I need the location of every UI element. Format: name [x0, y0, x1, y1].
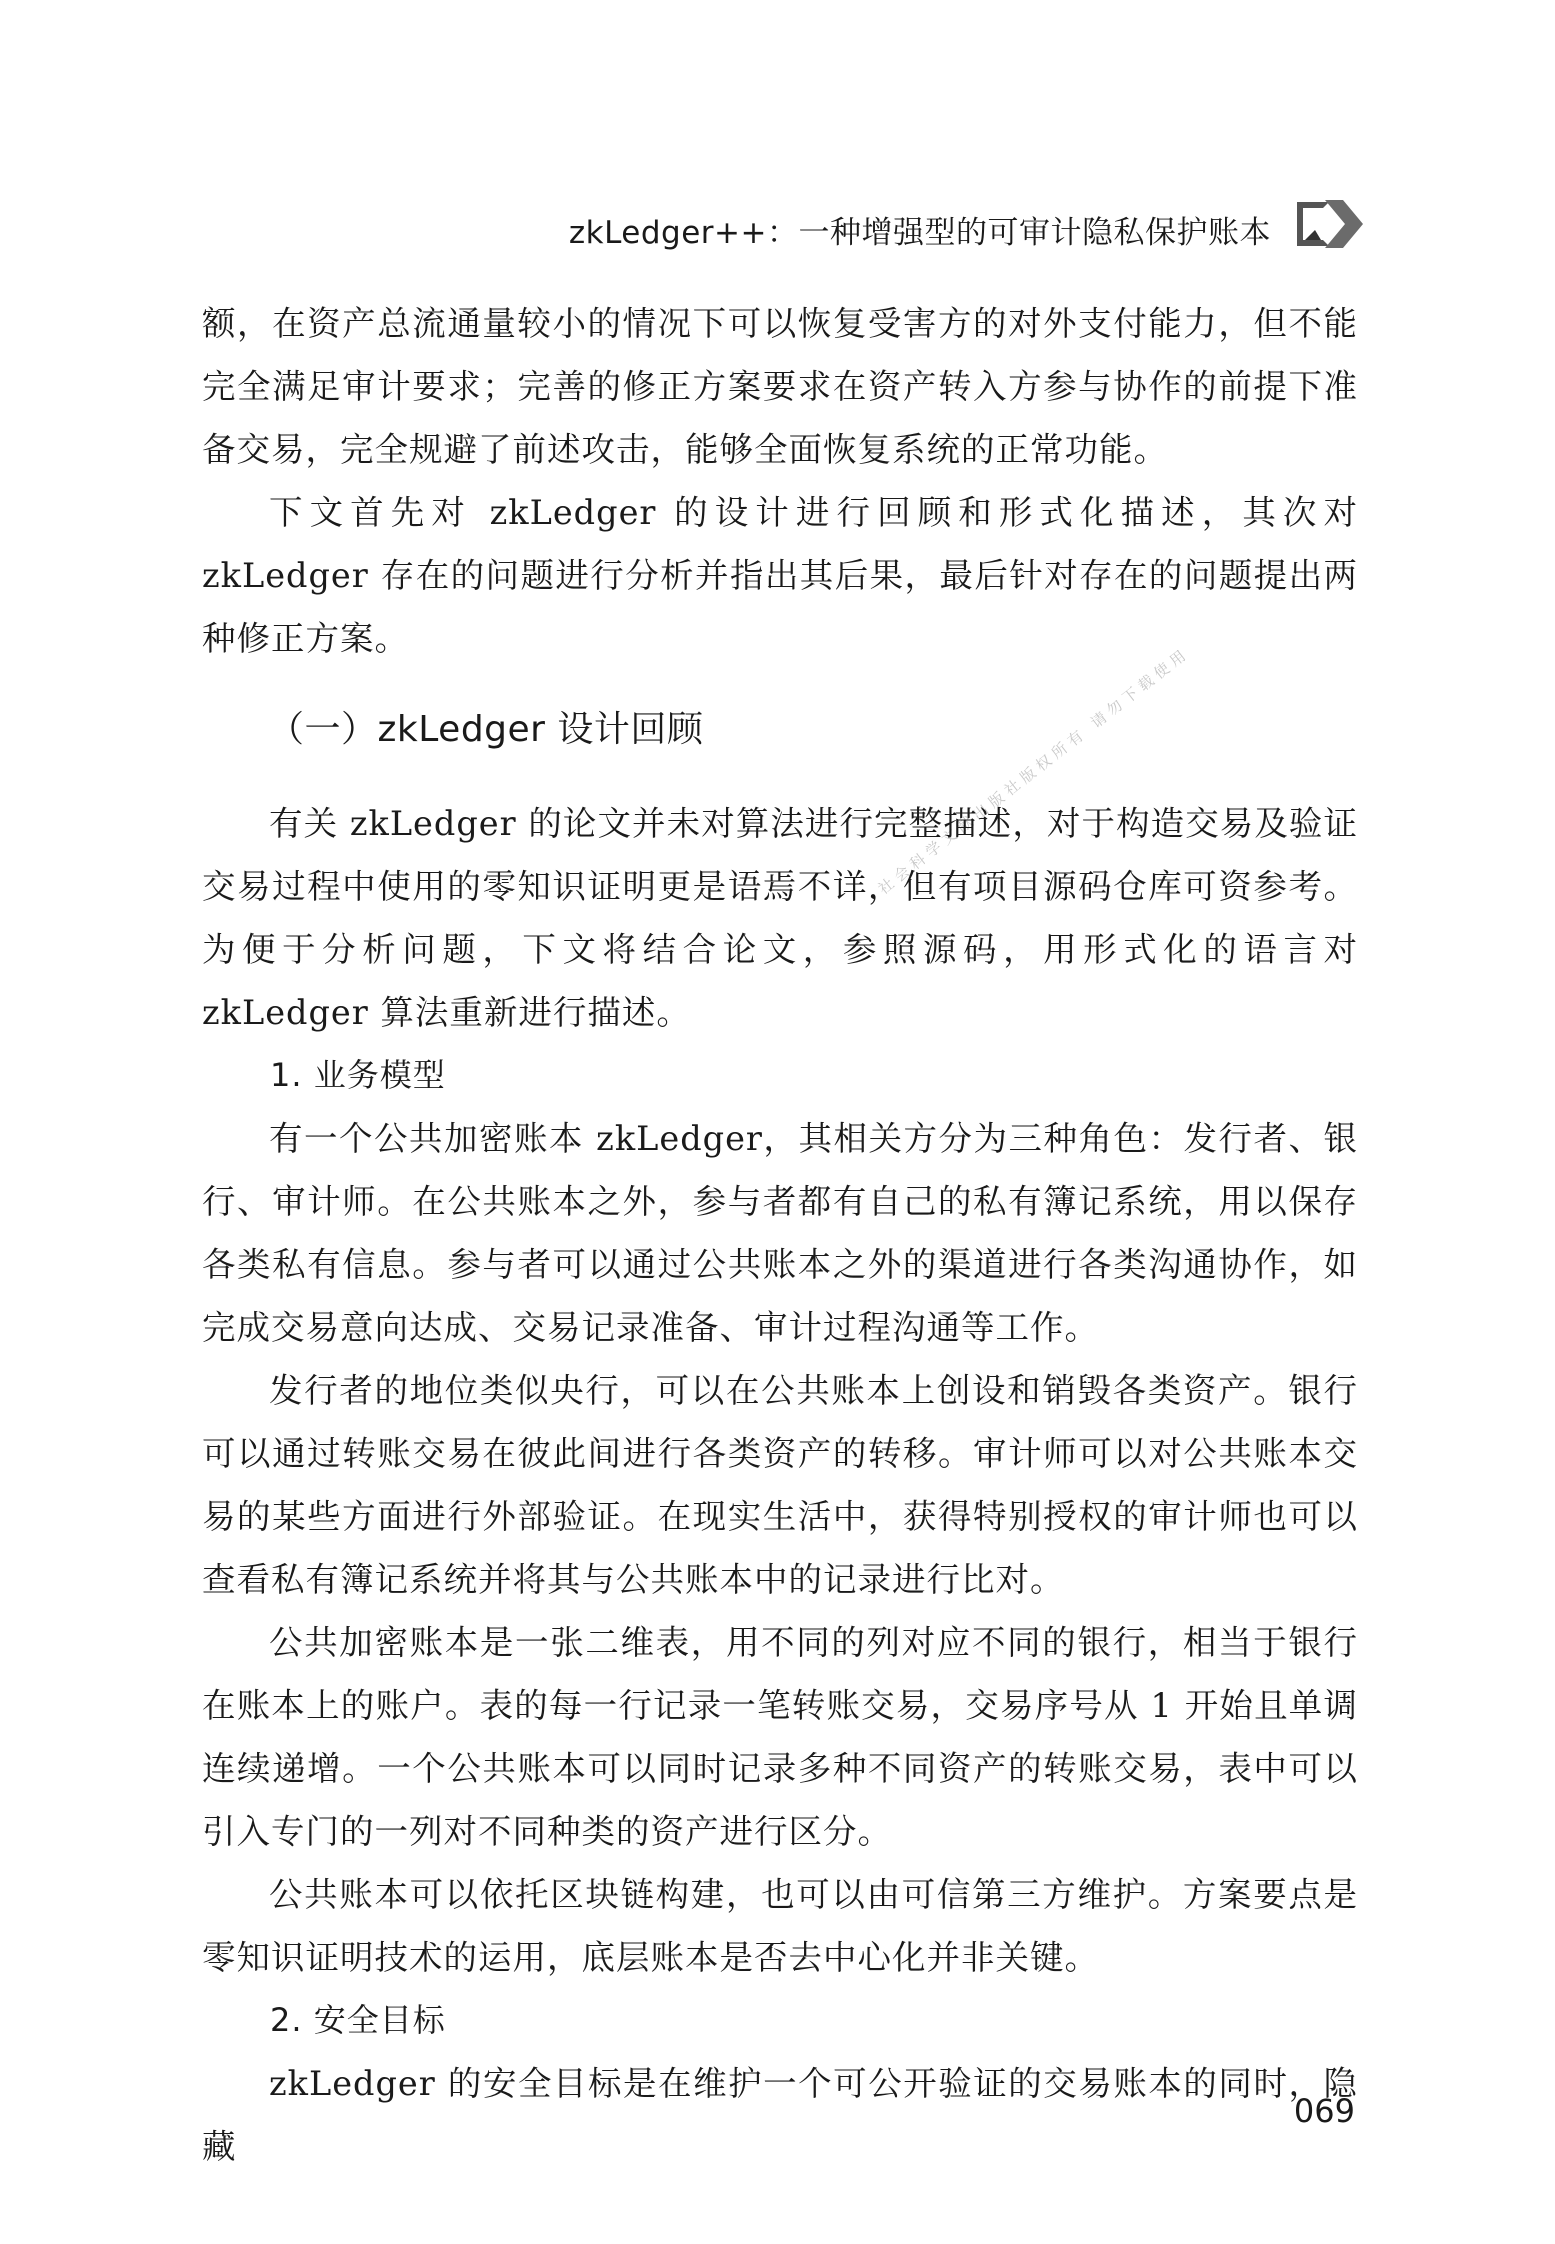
page-number: 069: [1293, 2092, 1355, 2130]
subsection-heading: 2. 安全目标: [270, 2001, 446, 2039]
paragraph: 发行者的地位类似央行，可以在公共账本上创设和销毁各类资产。银行可以通过转账交易在彼此间进行各类资产的转移。审计师可以对公共账本交易的某些方面进行外部验证。在现实生活中，获得特别授权的审计师也可以查看私有簿记系统并将其与公共账本中的记录进行比对。: [202, 1371, 1358, 1599]
paragraph: 下文首先对 zkLedger 的设计进行回顾和形式化描述，其次对 zkLedger 存在的问题进行分析并指出其后果，最后针对存在的问题提出两种修正方案。: [202, 493, 1358, 658]
running-header: [569, 196, 1355, 262]
paragraph: 额，在资产总流通量较小的情况下可以恢复受害方的对外支付能力，但不能完全满足审计要求；完善的修正方案要求在资产转入方参与协作的前提下准备交易，完全规避了前述攻击，能够全面恢复系统的正常功能。: [202, 304, 1358, 469]
chevron-bookmark-icon: [1291, 194, 1365, 254]
watermark: 社会科学文献出版社版权所有 请勿下载使用: [874, 643, 1194, 898]
running-header-title: zkLedger++：一种增强型的可审计隐私保护账本: [568, 214, 1271, 251]
paragraph: 公共加密账本是一张二维表，用不同的列对应不同的银行，相当于银行在账本上的账户。表的每一行记录一笔转账交易，交易序号从 1 开始且单调连续递增。一个公共账本可以同时记录多种不同资产的转账交易，表中可以引入专门的一列对不同种类的资产进行区分。: [202, 1623, 1358, 1851]
page-body: [202, 292, 1358, 2178]
paragraph: 公共账本可以依托区块链构建，也可以由可信第三方维护。方案要点是零知识证明技术的运用，底层账本是否去中心化并非关键。: [202, 1875, 1358, 1977]
paragraph: zkLedger 的安全目标是在维护一个可公开验证的交易账本的同时，隐藏: [202, 2064, 1358, 2166]
paragraph: 有一个公共加密账本 zkLedger，其相关方分为三种角色：发行者、银行、审计师。在公共账本之外，参与者都有自己的私有簿记系统，用以保存各类私有信息。参与者可以通过公共账本之外的渠道进行各类沟通协作，如完成交易意向达成、交易记录准备、审计过程沟通等工作。: [202, 1119, 1358, 1347]
paragraph: 有关 zkLedger 的论文并未对算法进行完整描述，对于构造交易及验证交易过程中使用的零知识证明更是语焉不详，但有项目源码仓库可资参考。为便于分析问题，下文将结合论文，参照源码，用形式化的语言对 zkLedger 算法重新进行描述。: [202, 804, 1358, 1032]
subsection-heading: 1. 业务模型: [270, 1056, 446, 1094]
section-heading: （一）zkLedger 设计回顾: [268, 709, 704, 750]
